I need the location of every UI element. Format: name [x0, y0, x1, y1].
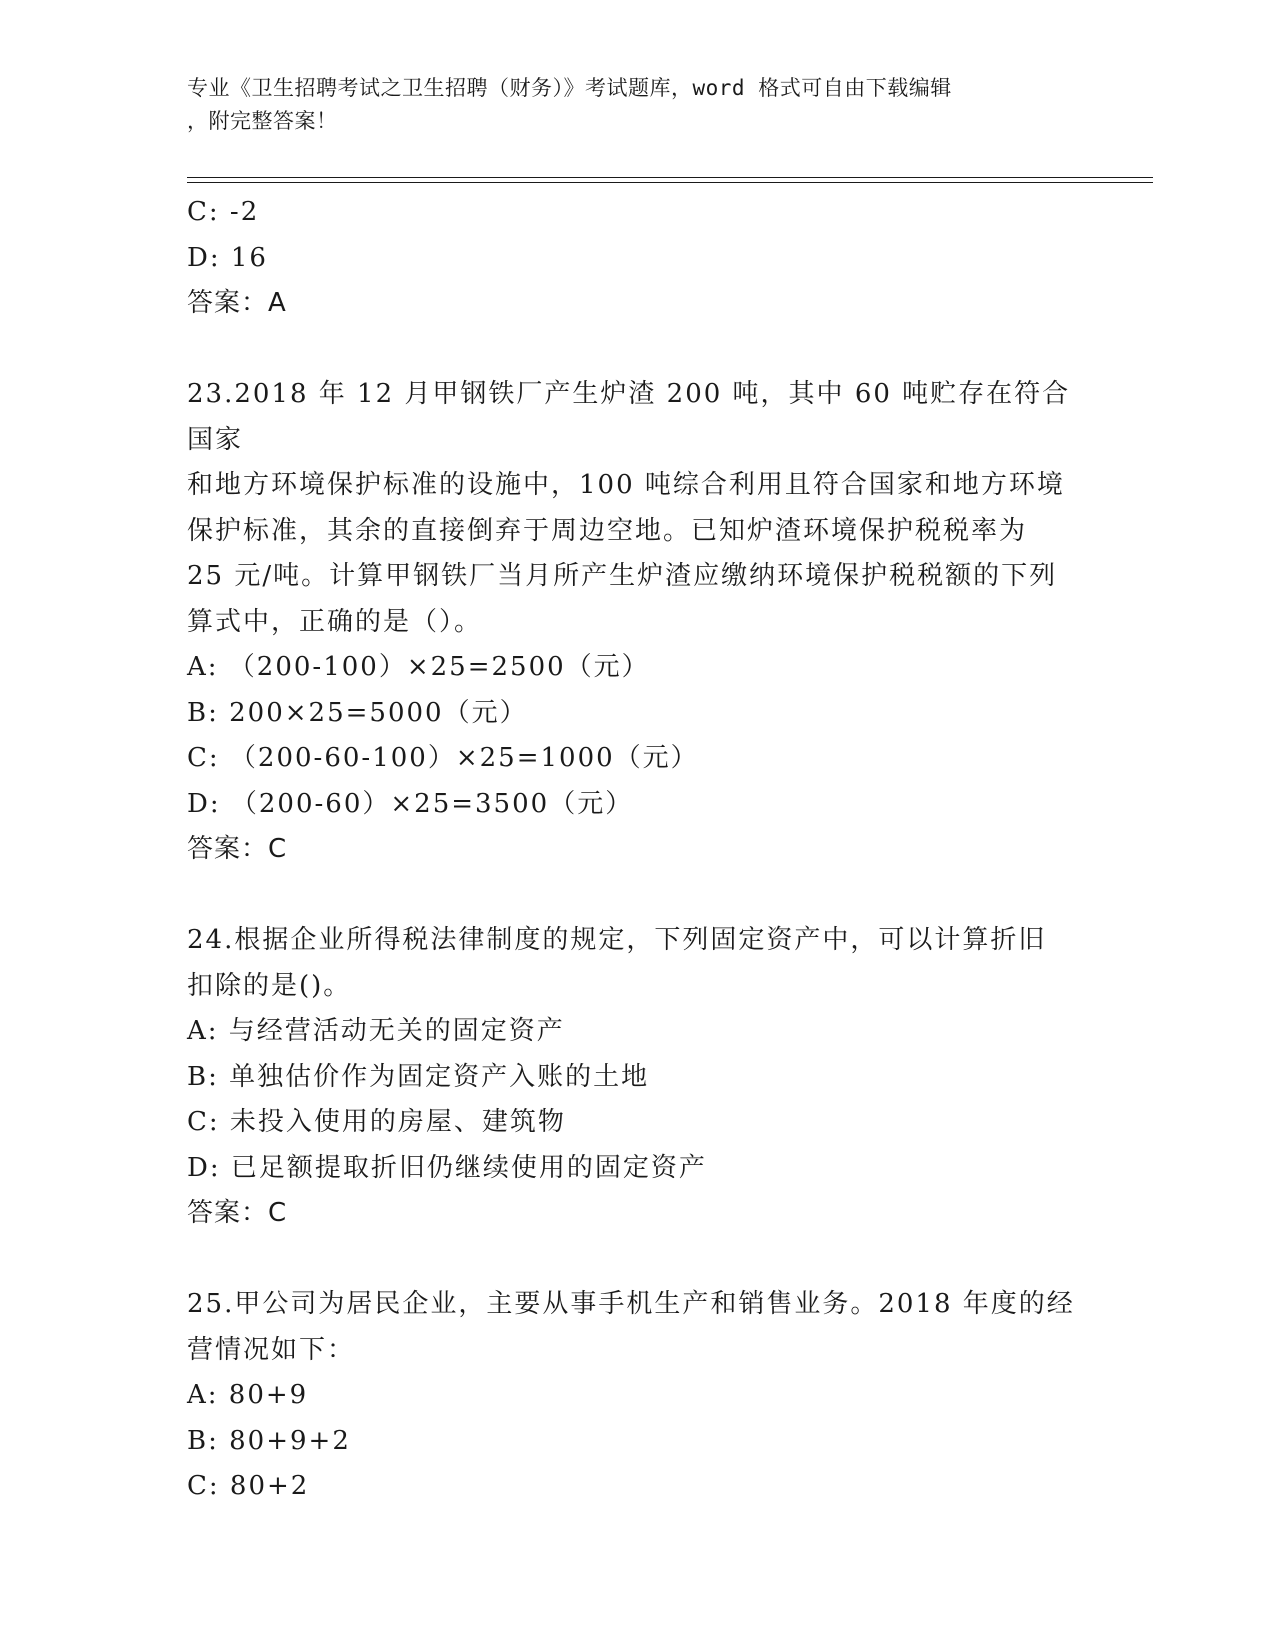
- option-c: C: （200-60-100）×25=1000（元）: [187, 743, 699, 773]
- option-d: D: 已足额提取折旧仍继续使用的固定资产: [187, 1152, 707, 1183]
- option-a: A: 与经营活动无关的固定资产: [187, 1016, 565, 1046]
- question-stem-line: 扣除的是()。: [187, 970, 352, 1001]
- option-c: C: -2: [187, 197, 260, 227]
- option-d: D: 16: [187, 242, 268, 273]
- prev-question: [187, 190, 1087, 327]
- answer-label: 答案：C: [187, 1198, 288, 1228]
- option-b: B: 80+9+2: [187, 1425, 351, 1456]
- question-stem-line: 25 元/吨。计算甲钢铁厂当月所产生炉渣应缴纳环境保护税税额的下列: [187, 561, 1058, 591]
- document-header: [187, 72, 1087, 138]
- option-d: D: （200-60）×25=3500（元）: [187, 788, 634, 819]
- question-24: [187, 918, 1087, 1237]
- header-line-2: ，附完整答案！: [187, 109, 338, 133]
- spacer: [187, 327, 1087, 373]
- question-25: [187, 1282, 1087, 1510]
- document-content: [187, 190, 1087, 1510]
- header-rule-bottom: [187, 182, 1153, 183]
- question-stem-line: 算式中，正确的是（）。: [187, 606, 483, 637]
- option-a: A: （200-100）×25=2500（元）: [187, 652, 650, 682]
- spacer: [187, 873, 1087, 919]
- answer-label: 答案：A: [187, 288, 287, 318]
- option-b: B: 200×25=5000（元）: [187, 697, 528, 728]
- question-stem-line: 25.甲公司为居民企业，主要从事手机生产和销售业务。2018 年度的经: [187, 1289, 1075, 1319]
- option-b: B: 单独估价作为固定资产入账的土地: [187, 1061, 650, 1092]
- option-c: C: 未投入使用的房屋、建筑物: [187, 1107, 566, 1137]
- question-23: [187, 372, 1087, 873]
- question-stem-line: 营情况如下：: [187, 1334, 356, 1365]
- spacer: [187, 1237, 1087, 1283]
- answer-label: 答案：C: [187, 834, 288, 864]
- question-stem-line: 23.2018 年 12 月甲钢铁厂产生炉渣 200 吨，其中 60 吨贮存在符合国家: [187, 379, 1071, 455]
- question-stem-line: 24.根据企业所得税法律制度的规定，下列固定资产中，可以计算折旧: [187, 925, 1047, 955]
- option-c: C: 80+2: [187, 1471, 310, 1501]
- question-stem-line: 和地方环境保护标准的设施中，100 吨综合利用且符合国家和地方环境: [187, 470, 1065, 500]
- header-rule-top: [187, 177, 1153, 178]
- question-stem-line: 保护标准，其余的直接倒弃于周边空地。已知炉渣环境保护税税率为: [187, 515, 1028, 546]
- option-a: A: 80+9: [187, 1380, 309, 1410]
- header-line-1: 专业《卫生招聘考试之卫生招聘（财务）》考试题库，word 格式可自由下载编辑: [187, 76, 952, 100]
